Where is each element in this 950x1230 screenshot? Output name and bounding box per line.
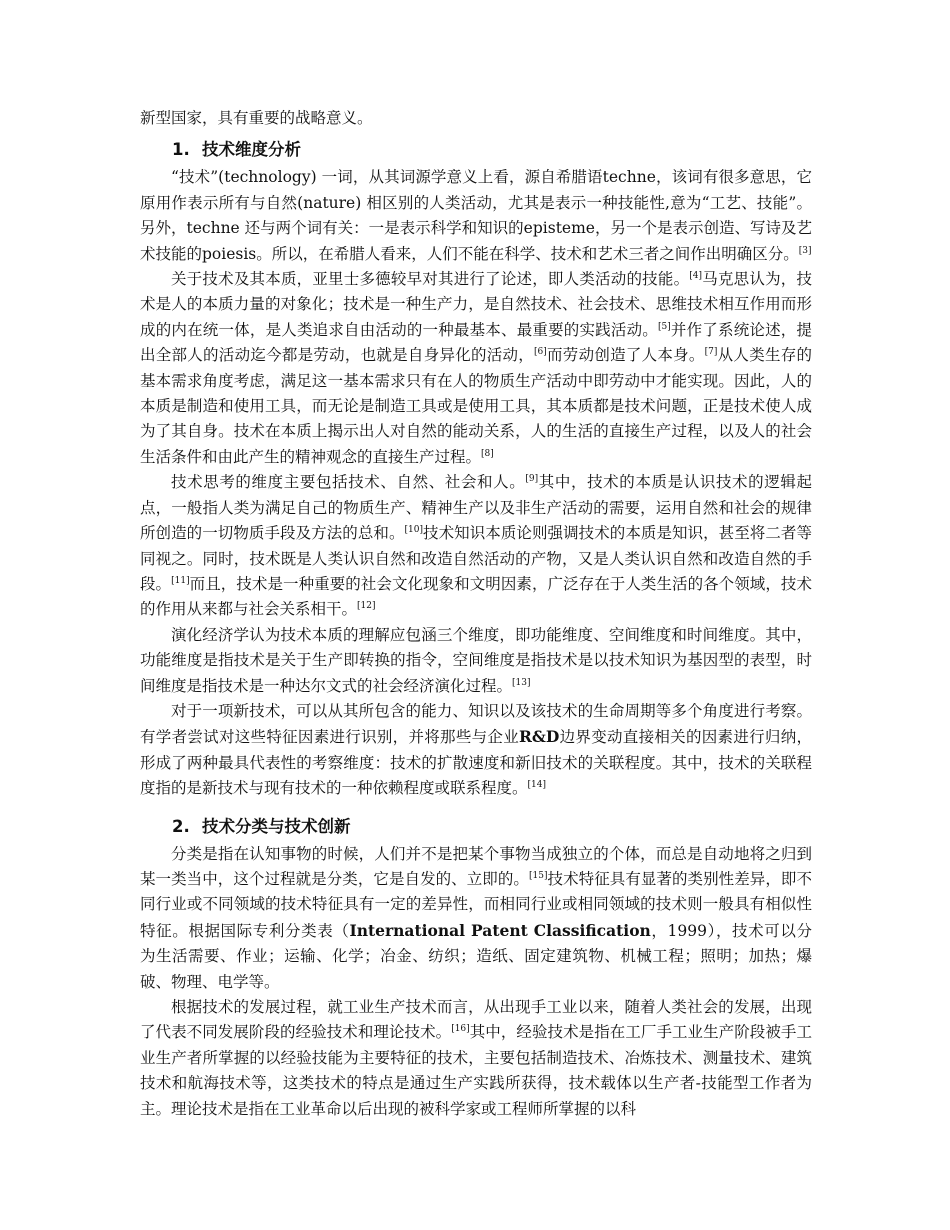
citation-ref: [8] [481, 448, 494, 459]
citation-ref: [6] [534, 347, 547, 358]
document-page [140, 106, 812, 1122]
citation-ref: [3] [798, 245, 812, 256]
citation-ref: [12] [357, 601, 376, 612]
paragraph-text: 演化经济学认为技术本质的理解应包涵三个维度，即功能维度、空间维度和时间维度。其中，功能维度是指技术是关于生产即转换的指令，空间维度是指技术是以技术知识为基因型的表型，时间维度是指技术是一种达尔文式的社会经济演化过程。 [140, 625, 812, 695]
citation-ref: [16] [451, 1024, 470, 1035]
citation-ref: [13] [512, 677, 531, 688]
paragraph-development [140, 995, 812, 1122]
paragraph-text: 而劳动创造了人本身。 [546, 346, 705, 365]
paragraph-text: 对于一项新技术，可以从其所包含的能力、知识以及该技术的生命周期等多个角度进行考察。有学者尝试对这些特征因素进行识别，并将那些与企业 [140, 701, 812, 747]
citation-ref: [14] [527, 780, 546, 791]
paragraph-text: 技术知识本质论则强调技术的本质是知识，甚至将二者等同视之。同时，技术既是人类认识自然和改造自然活动的产物，又是人类认识自然和改造自然的手段。 [140, 524, 812, 593]
paragraph-text: 根据技术的发展过程，就工业生产技术而言，从出现手工业以来，随着人类社会的发展，出现了代表不同发展阶段的经验技术和理论技术。 [140, 998, 812, 1042]
paragraph-classification [140, 842, 812, 995]
section-heading-2 [172, 814, 812, 840]
paragraph-text: 边界变动直接相关的因素进行归纳，形成了两种最具代表性的考察维度：技术的扩散速度和新旧技术的关联程度。其中，技术的关联程度指的是新技术与现有技术的一种依赖程度或联系程度。 [140, 728, 812, 798]
paragraph-text: 马克思认为，技术是人的本质力量的对象化；技术是一种生产力，是自然技术、社会技术、思维技术相互作用而形成的内在统一体，是人类追求自由活动的一种最基本、最重要的实践活动。 [140, 270, 812, 339]
bold-term: R&D [519, 727, 560, 747]
citation-ref: [10] [404, 525, 423, 536]
section-title: 技术分类与技术创新 [202, 816, 351, 836]
paragraph-text: 并作了系统论述，提出全部人的活动迄今都是劳动，也就是自身异化的活动， [140, 320, 812, 365]
section-number: 1. [172, 140, 190, 160]
paragraph-text: 其中，经验技术是指在工厂手工业生产阶段被手工业生产者所掌握的以经验技能为主要特征的技术，主要包括制造技术、冶炼技术、测量技术、建筑技术和航海技术等，这类技术的特点是通过生产实践所获得，技术载体以生产者-技能型工作者为主。理论技术是指在工业革命以后出现的被科学家或工程师所掌握的以科 [140, 1023, 812, 1118]
paragraph-new-technology [140, 699, 812, 802]
paragraph-evolutionary [140, 623, 812, 699]
paragraph-text: 技术特征具有显著的类别性差异，即不同行业或不同领域的技术特征具有一定的差异性，而相同行业或相同领域的技术则一般具有相似性特征。根据国际专利分类表（ [140, 869, 812, 940]
paragraph-text: 从人类生存的基本需求角度考虑，满足这一基本需求只有在人的物质生产活动中即劳动中才能实现。因此，人的本质是制造和使用工具，而无论是制造工具或是使用工具，其本质都是技术问题，正是技术使人成为了其自身。技术在本质上揭示出人对自然的能动关系，人的生活的直接生产过程，以及人的社会生活条件和由此产生的精神观念的直接生产过程。 [140, 346, 812, 466]
paragraph-text: 而且，技术是一种重要的社会文化现象和文明因素，广泛存在于人类生活的各个领域，技术的作用从来都与社会关系相干。 [140, 574, 812, 619]
section-title: 技术维度分析 [202, 140, 301, 160]
citation-ref: [9] [525, 474, 539, 485]
paragraph-text: ，1999），技术可以分为生活需要、作业；运输、化学；冶金、纺织；造纸、固定建筑物、机械工程；照明；加热；爆破、物理、电学等。 [140, 921, 812, 991]
paragraph-text: 关于技术及其本质，亚里士多德较早对其进行了论述，即人类活动的技能。 [171, 270, 690, 289]
citation-ref: [5] [657, 321, 671, 332]
paragraph-etymology [140, 165, 812, 267]
section-number: 2. [172, 816, 190, 836]
paragraph-essence [140, 267, 812, 470]
citation-ref: [4] [689, 271, 703, 282]
paragraph-text: 技术思考的维度主要包括技术、自然、社会和人。 [171, 473, 526, 492]
paragraph-text: 分类是指在认知事物的时候，人们并不是把某个事物当成独立的个体，而总是自动地将之归到某一类当中，这个过程就是分类，它是自发的、立即的。 [140, 844, 812, 888]
citation-ref: [15] [528, 870, 548, 881]
citation-ref: [11] [171, 575, 190, 586]
paragraph-dimensions [140, 470, 812, 622]
bold-term: International Patent Classification [349, 920, 651, 940]
paragraph-intro-tail: 新型国家，具有重要的战略意义。 [140, 109, 373, 127]
paragraph-text: 其中，技术的本质是认识技术的逻辑起点，一般指人类为满足自己的物质生产、精神生产以及非生产活动的需要，运用自然和社会的规律所创造的一切物质手段及方法的总和。 [140, 473, 812, 543]
paragraph-text: “技术”(technology) 一词，从其词源学意义上看，源自希腊语techne，该词有很多意思，它原用作表示所有与自然(nature) 相区别的人类活动，尤其是表示一种技能性,意为“工艺、技能”。另外，techne 还与两个词有关：一是表示科学和知识的episteme，另一个是表示创造、写诗及艺术技能的poiesis。所以，在希腊人看来，人们不能在科学、技术和艺术三者之间作出明确区分。 [140, 168, 812, 263]
section-heading-1 [172, 137, 812, 163]
citation-ref: [7] [704, 347, 718, 358]
